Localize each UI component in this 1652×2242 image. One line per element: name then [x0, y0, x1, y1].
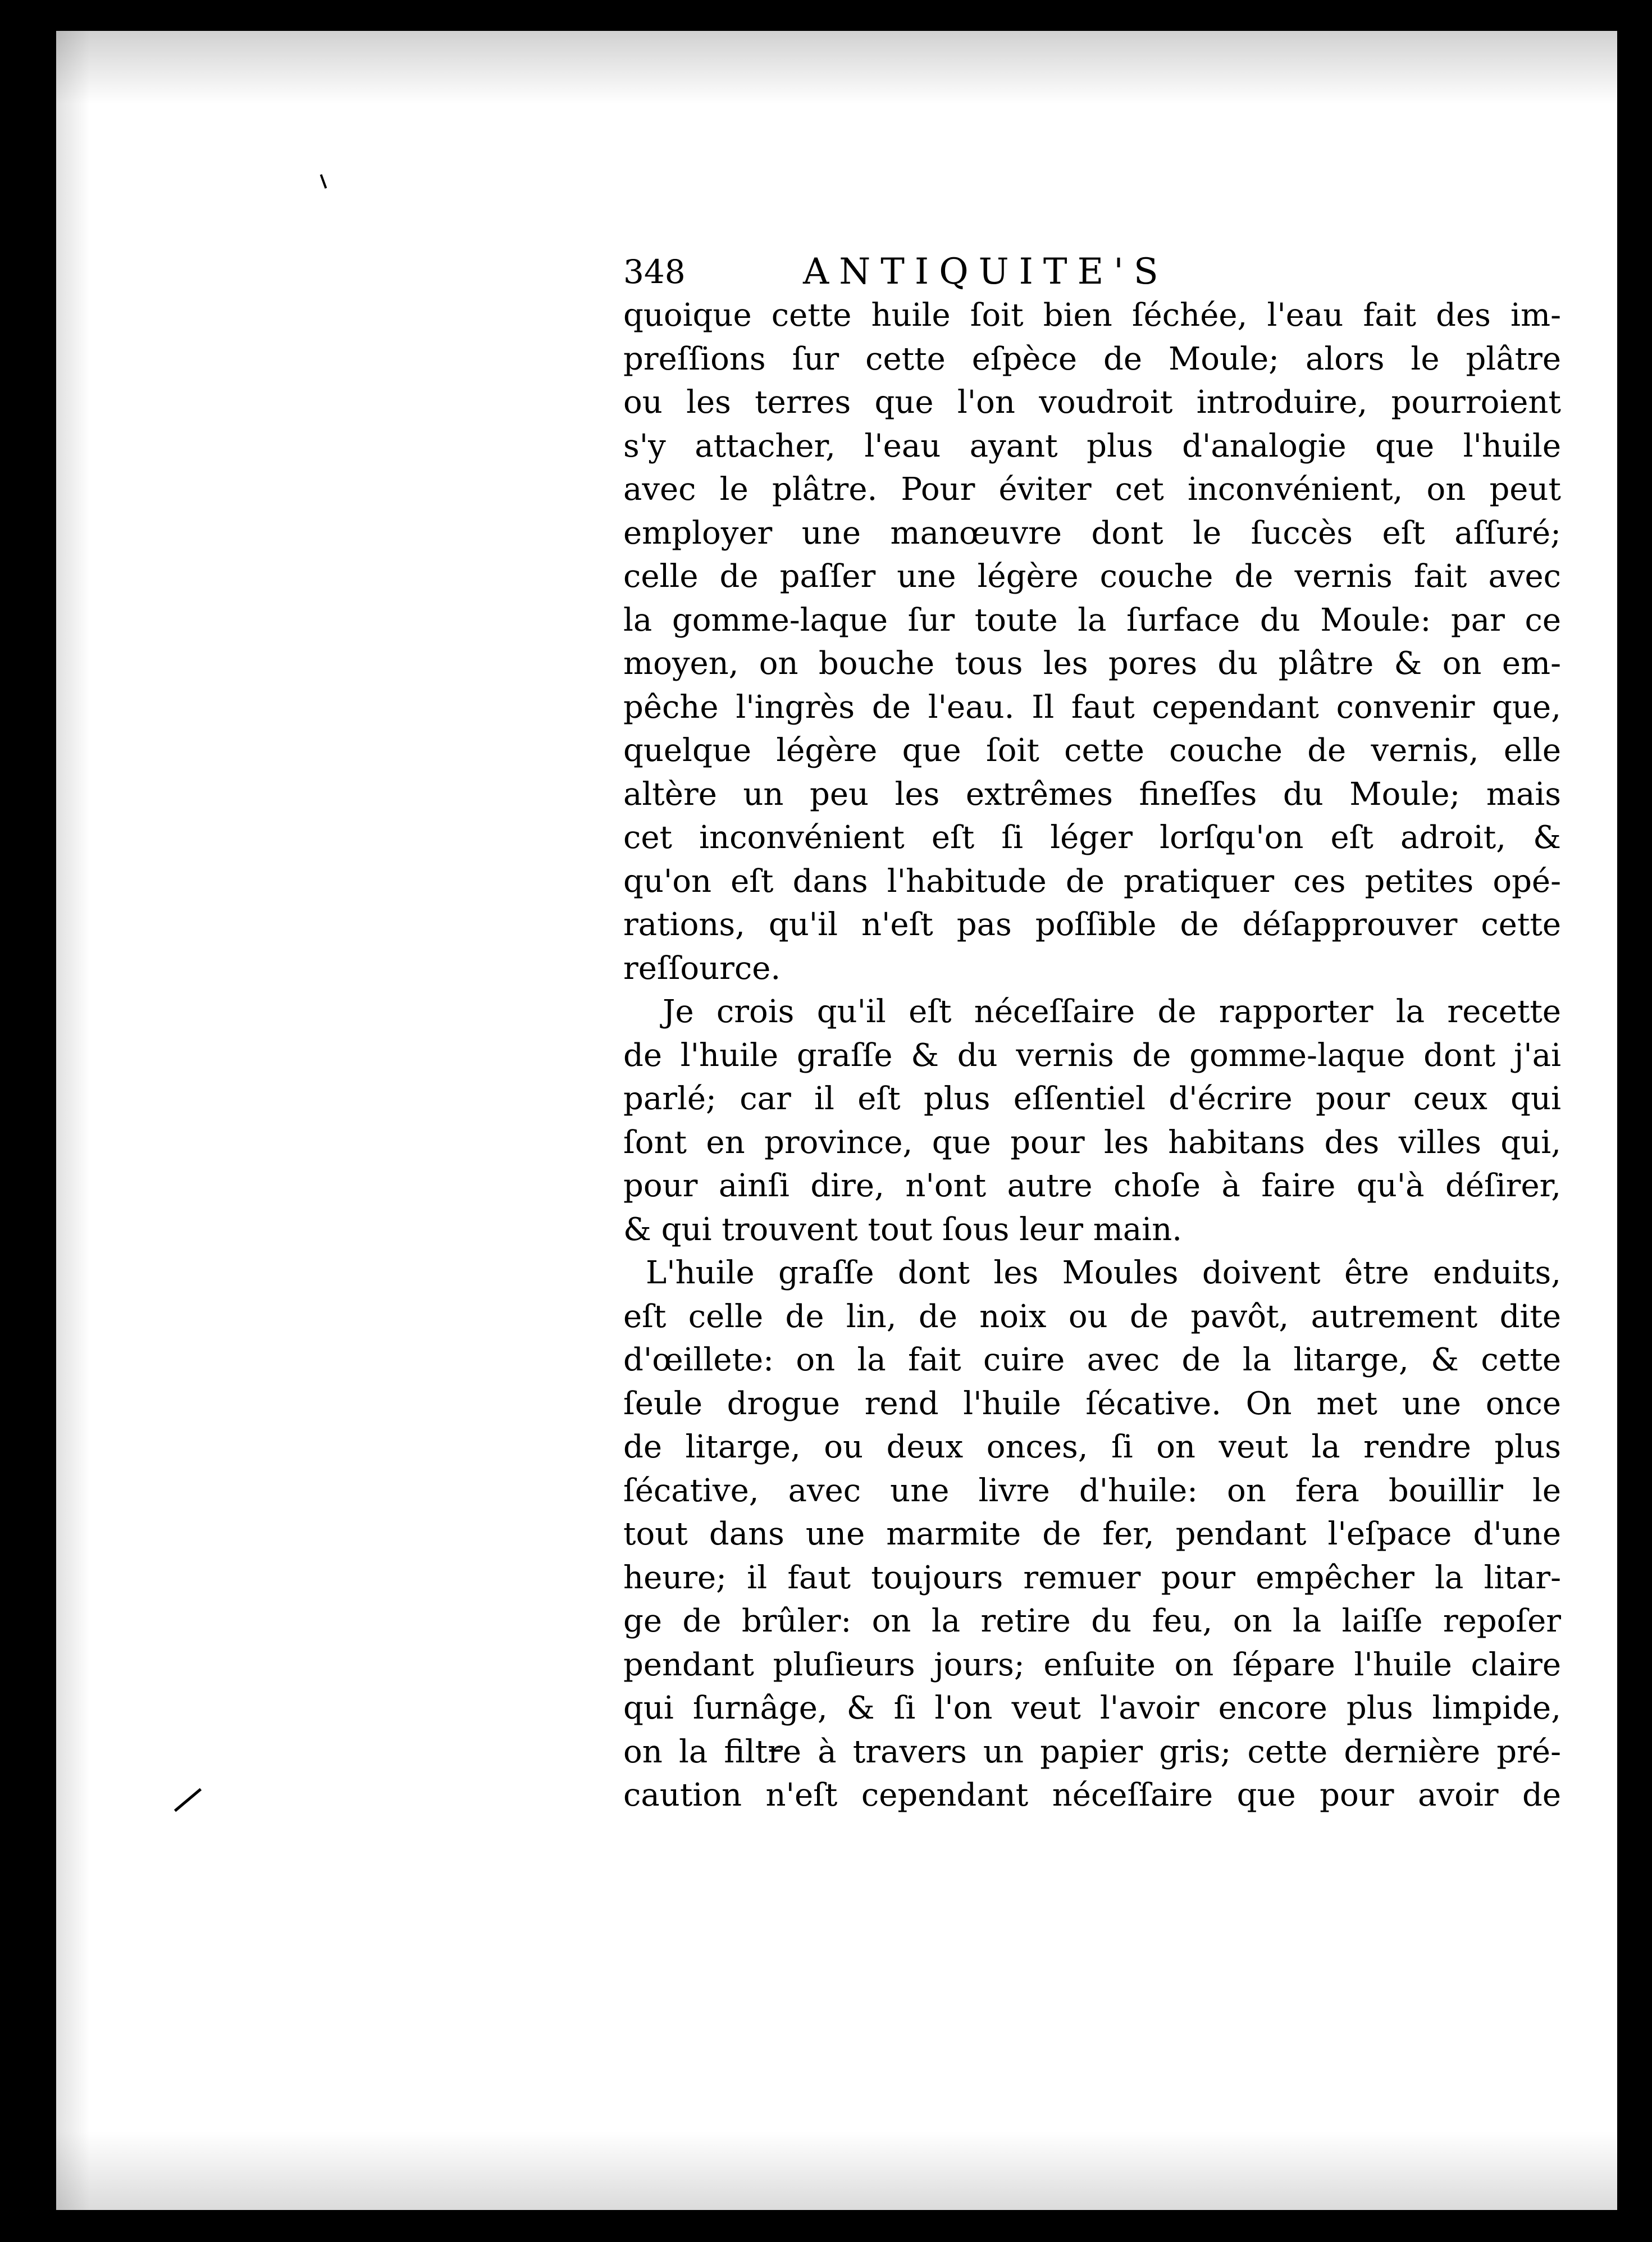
text-line-15: rations, qu'il n'eſt pas poſſible de déſapprouver cette	[623, 906, 1561, 943]
text-line-01: quoique cette huile ſoit bien ſéchée, l'eau fait des im-	[623, 297, 1561, 334]
text-line-29: tout dans une marmite de fer, pendant l'eſpace d'une	[623, 1516, 1561, 1552]
text-line-19: parlé; car il eſt plus eſſentiel d'écrire pour ceux qui	[623, 1081, 1561, 1117]
paper-edge-shading-top	[56, 31, 1617, 104]
stray-mark-top	[320, 174, 327, 189]
text-line-18: de l'huile graſſe & du vernis de gomme-laque dont j'ai	[623, 1037, 1561, 1074]
text-line-25: d'œillete: on la fait cuire avec de la litarge, & cette	[623, 1342, 1561, 1378]
text-line-04: s'y attacher, l'eau ayant plus d'analogie que l'huile	[623, 427, 1561, 464]
text-line-13: cet inconvénient eſt ſi léger lorſqu'on eſt adroit, &	[623, 819, 1561, 856]
text-line-06: employer une manœuvre dont le ſuccès eſt aſſuré;	[623, 514, 1561, 552]
text-line-31: ge de brûler: on la retire du feu, on la laiſſe repoſer	[623, 1603, 1561, 1639]
text-line-24: eſt celle de lin, de noix ou de pavôt, autrement dite	[623, 1298, 1561, 1335]
text-line-30: heure; il faut toujours remuer pour empêcher la litar-	[623, 1559, 1561, 1596]
text-line-12: altère un peu les extrêmes fineſſes du Moule; mais	[623, 776, 1561, 813]
page-text-block	[623, 250, 1561, 1817]
text-line-07: celle de paſſer une légère couche de vernis fait avec	[623, 558, 1561, 595]
text-line-14: qu'on eſt dans l'habitude de pratiquer ces petites opé-	[623, 863, 1561, 900]
page-number: 348	[623, 253, 686, 291]
stray-mark-left	[174, 1788, 202, 1812]
paper-edge-shading-left	[56, 31, 90, 2210]
text-line-16: reſſource.	[623, 950, 781, 987]
text-line-33: qui ſurnâge, & ſi l'on veut l'avoir encore plus limpide,	[623, 1690, 1561, 1726]
text-line-27: de litarge, ou deux onces, ſi on veut la rendre plus	[623, 1429, 1561, 1465]
running-head	[623, 250, 1561, 294]
text-line-28: ſécative, avec une livre d'huile: on fera bouillir le	[623, 1472, 1561, 1509]
text-line-08: la gomme-laque ſur toute la ſurface du Moule: par ce	[623, 601, 1561, 639]
text-line-32: pendant pluſieurs jours; enſuite on ſépare l'huile claire	[623, 1646, 1561, 1683]
text-line-03: ou les terres que l'on voudroit introduire, pourroient	[623, 384, 1561, 421]
book-page	[56, 31, 1617, 2210]
paper-edge-shading-bottom	[56, 2131, 1617, 2210]
text-line-09: moyen, on bouche tous les pores du plâtre & on em-	[623, 645, 1561, 682]
text-line-10: pêche l'ingrès de l'eau. Il faut cependant convenir que,	[623, 689, 1561, 726]
text-line-20: ſont en province, que pour les habitans des villes qui,	[623, 1124, 1561, 1161]
text-line-23: L'huile graſſe dont les Moules doivent être enduits,	[646, 1255, 1561, 1291]
running-title: ANTIQUITE'S	[803, 251, 1169, 293]
text-line-22: & qui trouvent tout ſous leur main.	[623, 1211, 1183, 1248]
text-line-11: quelque légère que ſoit cette couche de vernis, elle	[623, 732, 1561, 769]
text-line-21: pour ainſi dire, n'ont autre choſe à faire qu'à déſirer,	[623, 1168, 1561, 1204]
text-line-35: caution n'eſt cependant néceſſaire que pour avoir de	[623, 1777, 1561, 1813]
text-line-05: avec le plâtre. Pour éviter cet inconvénient, on peut	[623, 471, 1561, 508]
text-line-17: Je crois qu'il eſt néceſſaire de rapporter la recette	[663, 994, 1561, 1030]
text-line-02: preſſions ſur cette eſpèce de Moule; alors le plâtre	[623, 340, 1561, 377]
text-line-34: on la filtre à travers un papier gris; cette dernière pré-	[623, 1733, 1561, 1770]
text-line-26: ſeule drogue rend l'huile ſécative. On met une once	[623, 1385, 1561, 1422]
